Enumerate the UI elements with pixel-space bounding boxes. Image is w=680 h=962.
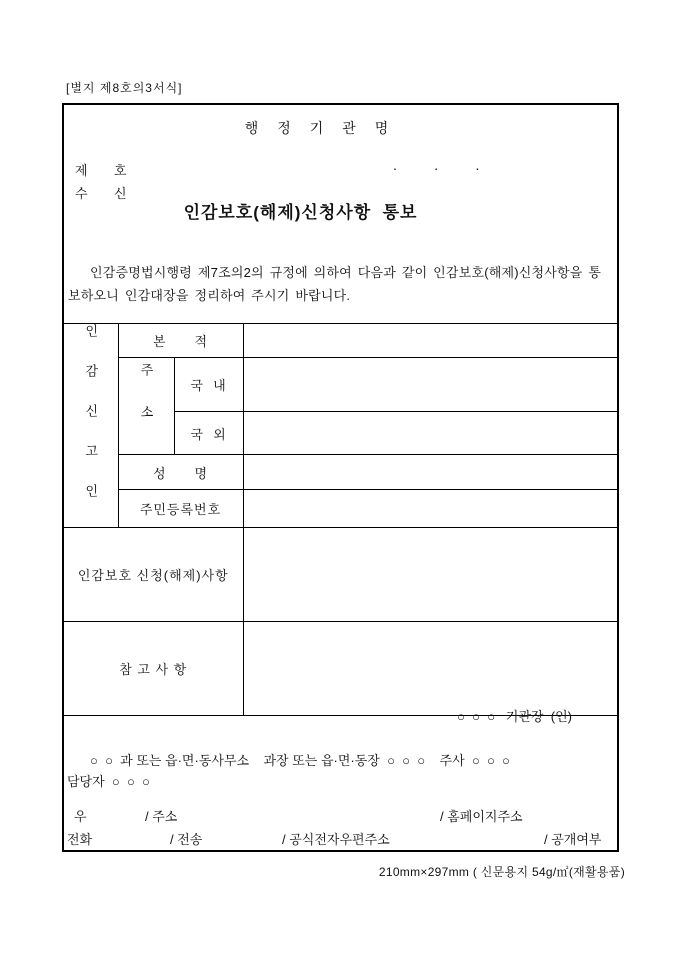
recipient-label-su: 수 bbox=[75, 186, 88, 201]
form-code-label: [별지 제8호의3서식] bbox=[66, 81, 183, 95]
bonjeok-label: 본 적 bbox=[118, 324, 243, 358]
name-label: 성 명 bbox=[118, 455, 243, 490]
seal-protection-value-cell bbox=[243, 528, 617, 622]
doc-number-label-je: 제 bbox=[75, 163, 88, 178]
form-border bbox=[62, 103, 619, 852]
contact-homepage-label: / 홈페이지주소 bbox=[440, 809, 523, 824]
staff-line: ○ ○ 과 또는 읍·면·동사무소 과장 또는 읍·면·동장 ○ ○ ○ 주사 ○ ○ ○ bbox=[90, 753, 510, 768]
bonjeok-value-cell bbox=[243, 324, 617, 358]
overseas-label: 국 외 bbox=[174, 412, 243, 455]
doc-number-label-ho: 호 bbox=[114, 163, 127, 178]
rrn-label: 주민등록번호 bbox=[118, 490, 243, 528]
name-value-cell bbox=[243, 455, 617, 490]
contact-postal-label: 우 bbox=[74, 809, 87, 824]
contact-email-label: / 공식전자우편주소 bbox=[282, 832, 390, 847]
staff-line: 담당자 ○ ○ ○ bbox=[67, 774, 150, 789]
intro-line: 인감증명법시행령 제7조의2의 규정에 의하여 다음과 같이 인감보호(해제)신청사항을 통 bbox=[90, 265, 602, 280]
intro-line: 보하오니 인감대장을 정리하여 주시기 바랍니다. bbox=[68, 288, 351, 303]
contact-fax-label: / 전송 bbox=[170, 832, 203, 847]
contact-phone-label: 전화 bbox=[67, 832, 93, 847]
paper-size-note: 210mm×297mm ( 신문용지 54g/㎡(재활용품) bbox=[378, 865, 625, 879]
applicant-group-label: 인감신고인 bbox=[83, 324, 99, 524]
remarks-label: 참 고 사 항 bbox=[64, 622, 243, 716]
domestic-label: 국 내 bbox=[174, 358, 243, 412]
remarks-value-cell bbox=[243, 622, 617, 716]
intro-paragraph bbox=[68, 261, 615, 307]
rrn-value-cell bbox=[243, 490, 617, 528]
agency-name: 행정기관명 bbox=[244, 120, 408, 136]
overseas-value-cell bbox=[243, 412, 617, 455]
contact-disclosure-label: / 공개여부 bbox=[544, 832, 602, 847]
applicant-group-label-cell bbox=[64, 324, 118, 528]
seal-protection-label: 인감보호 신청(해제)사항 bbox=[64, 528, 243, 622]
applicant-table bbox=[64, 323, 617, 716]
contact-address-label: / 주소 bbox=[145, 809, 178, 824]
domestic-value-cell bbox=[243, 358, 617, 412]
address-label-cell bbox=[118, 358, 174, 455]
address-label: 주소 bbox=[138, 362, 154, 447]
date-placeholder: . . . bbox=[393, 157, 482, 173]
form-title: 인감보호(해제)신청사항 통보 bbox=[183, 203, 418, 222]
recipient-label-sin: 신 bbox=[114, 186, 127, 201]
chief-signature: ○ ○ ○ 기관장 (인) bbox=[457, 709, 572, 724]
